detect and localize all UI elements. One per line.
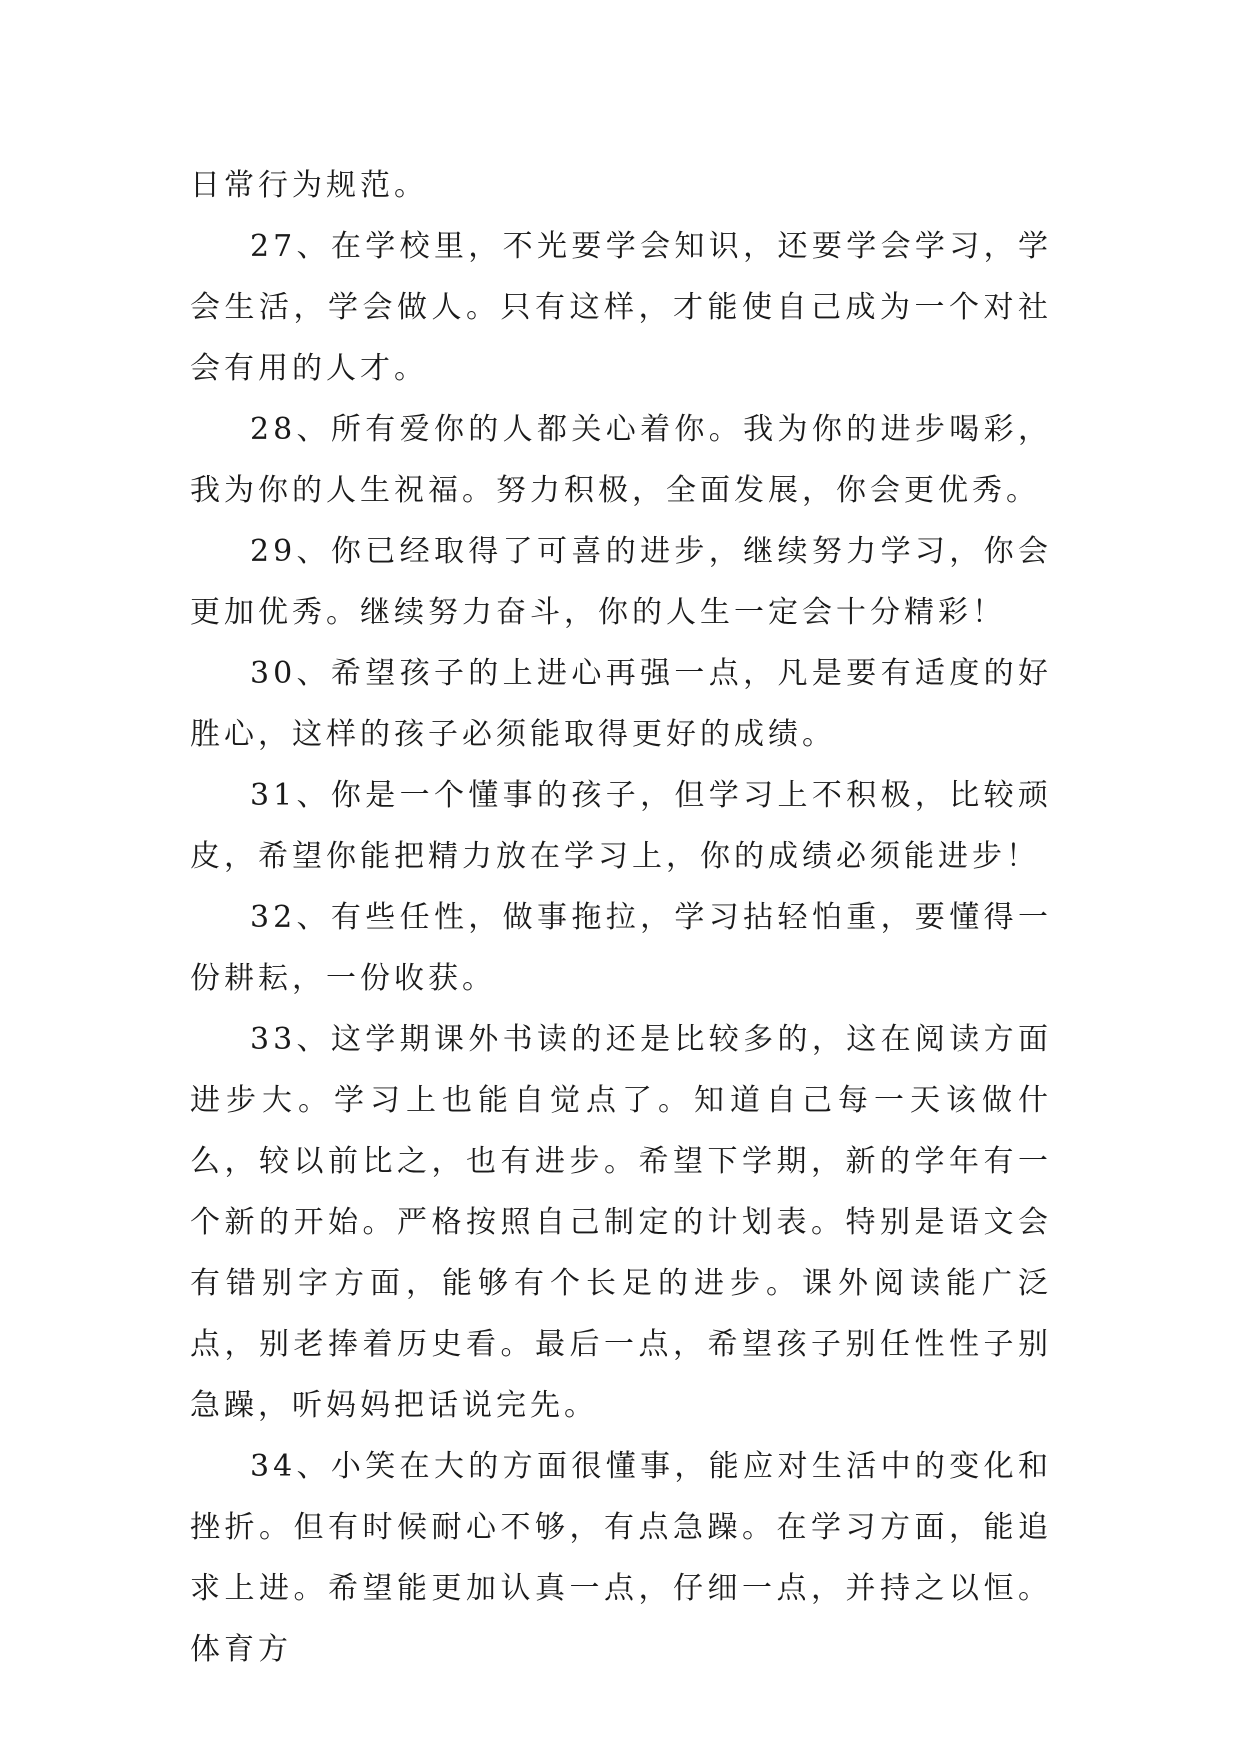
paragraph-29: 29、你已经取得了可喜的进步，继续努力学习，你会更加优秀。继续努力奋斗，你的人生一定会十分精彩！ — [190, 534, 1052, 630]
paragraph-30: 30、希望孩子的上进心再强一点，凡是要有适度的好胜心，这样的孩子必须能取得更好的成绩。 — [190, 656, 1052, 752]
paragraph-31: 31、你是一个懂事的孩子，但学习上不积极，比较顽皮，希望你能把精力放在学习上，你的成绩必须能进步！ — [190, 778, 1052, 874]
paragraph-28: 28、所有爱你的人都关心着你。我为你的进步喝彩，我为你的人生祝福。努力积极，全面发展，你会更优秀。 — [190, 412, 1052, 508]
document-body — [190, 155, 1052, 1680]
paragraph-27: 27、在学校里，不光要学会知识，还要学会学习，学会生活，学会做人。只有这样，才能使自己成为一个对社会有用的人才。 — [190, 229, 1052, 386]
paragraph-34: 34、小笑在大的方面很懂事，能应对生活中的变化和挫折。但有时候耐心不够，有点急躁。在学习方面，能追求上进。希望能更加认真一点，仔细一点，并持之以恒。体育方 — [190, 1449, 1052, 1667]
paragraph-continuation: 日常行为规范。 — [190, 168, 428, 203]
paragraph-32: 32、有些任性，做事拖拉，学习拈轻怕重，要懂得一份耕耘，一份收获。 — [190, 900, 1052, 996]
paragraph-33: 33、这学期课外书读的还是比较多的，这在阅读方面进步大。学习上也能自觉点了。知道自己每一天该做什么，较以前比之，也有进步。希望下学期，新的学年有一个新的开始。严格按照自己制定的计划表。特别是语文会有错别字方面，能够有个长足的进步。课外阅读能广泛点，别老捧着历史看。最后一点，希望孩子别任性性子别急躁，听妈妈把话说完先。 — [190, 1022, 1052, 1423]
